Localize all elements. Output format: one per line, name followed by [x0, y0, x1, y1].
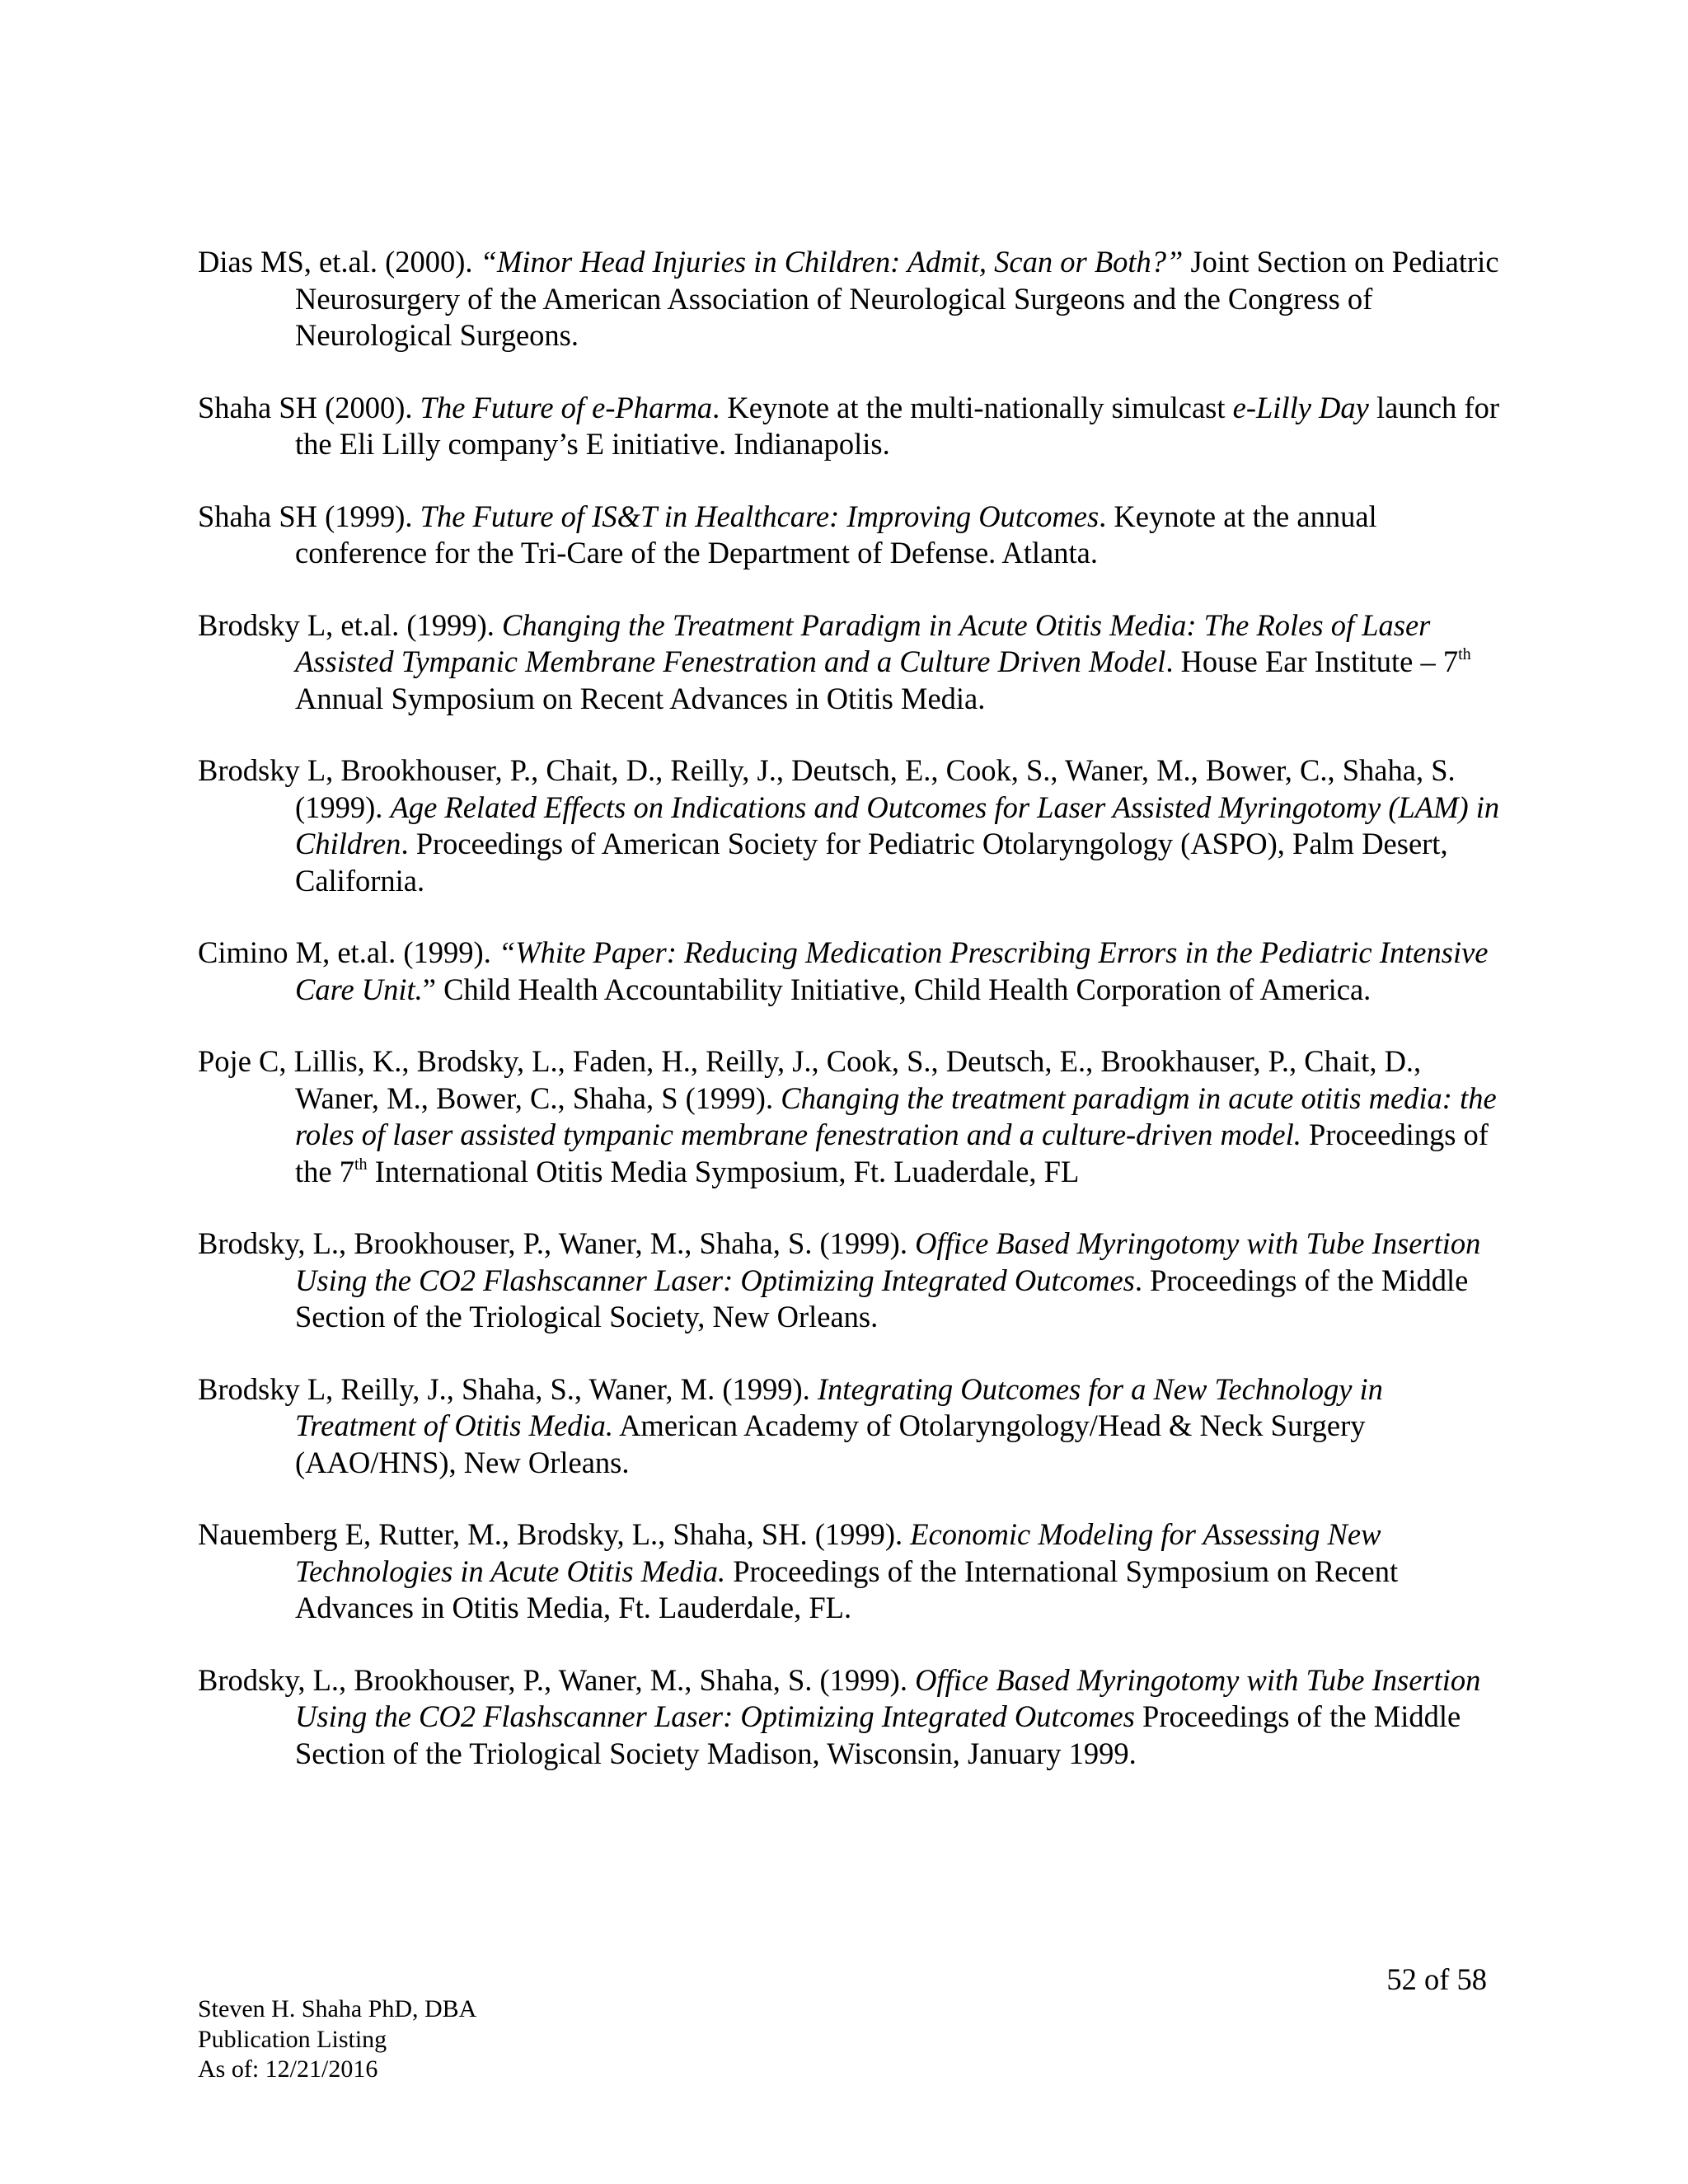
- publication-entry: [198, 390, 1500, 463]
- footer-author: Steven H. Shaha PhD, DBA: [198, 1995, 477, 2022]
- publication-text: Brodsky L, et.al. (1999).: [198, 607, 502, 642]
- publication-text: Brodsky, L., Brookhouser, P., Waner, M., Shaha, S. (1999).: [198, 1226, 916, 1260]
- publication-title: “White Paper: Reducing Medication Prescribing Errors in the Pediatric Intensive Care Unit.: [295, 935, 1489, 1006]
- publication-title: e-Lilly Day: [1232, 390, 1369, 424]
- publication-entry: [198, 1371, 1500, 1482]
- publication-text: . Keynote at the annual conference for the Tri-Care of the Department of Defense. Atlanta.: [295, 499, 1377, 569]
- publication-text: Proceedings of the International Symposium on Recent Advances in Otitis Media, Ft. Lauderdale, FL.: [295, 1554, 1399, 1624]
- publication-text: Proceedings of the 7: [295, 1118, 1489, 1188]
- publication-entry: [198, 1516, 1500, 1627]
- publication-entry: [198, 1043, 1500, 1190]
- publication-title: The Future of IS&T in Healthcare: Improving Outcomes: [420, 499, 1100, 533]
- publication-entry: [198, 752, 1500, 899]
- publication-text: Proceedings of the Middle Section of the Triological Society Madison, Wisconsin, January 1999.: [295, 1699, 1461, 1770]
- publication-text: Poje C, Lillis, K., Brodsky, L., Faden, H., Reilly, J., Cook, S., Deutsch, E., Brookhauser, P., Chait, D., Waner, M., Bower, C., Shaha, S (1999).: [198, 1044, 1422, 1115]
- publication-title: Economic Modeling for Assessing New Technologies in Acute Otitis Media.: [295, 1517, 1381, 1588]
- ordinal-suffix: th: [354, 1155, 368, 1174]
- publication-title: Changing the treatment paradigm in acute otitis media: the roles of laser assisted tympanic membrane fenestration and a culture-driven model.: [295, 1080, 1497, 1151]
- publication-title: Age Related Effects on Indications and Outcomes for Laser Assisted Myringotomy (LAM) in Children: [295, 790, 1500, 860]
- publication-text: Brodsky, L., Brookhouser, P., Waner, M., Shaha, S. (1999).: [198, 1662, 916, 1697]
- publication-text: Cimino M, et.al. (1999).: [198, 935, 499, 969]
- publication-text: Dias MS, et.al. (2000).: [198, 245, 481, 279]
- page-number: 52 of 58: [1386, 1962, 1487, 1996]
- publication-list: [198, 244, 1500, 1807]
- publication-text: Joint Section on Pediatric Neurosurgery of the American Association of Neurological Surgeons and the Congress of Neurological Surgeons.: [295, 245, 1499, 352]
- publication-title: Changing the Treatment Paradigm in Acute Otitis Media: The Roles of Laser Assisted Tympanic Membrane Fenestration and a Culture Driven Model: [295, 607, 1431, 678]
- publication-title: Office Based Myringotomy with Tube Insertion Using the CO2 Flashscanner Laser: Optimizing Integrated Outcomes: [295, 1226, 1481, 1297]
- footer-date: As of: 12/21/2016: [198, 2055, 378, 2083]
- ordinal-suffix: th: [1458, 644, 1471, 663]
- publication-entry: [198, 607, 1500, 718]
- publication-text: . Keynote at the multi-nationally simulcast: [712, 390, 1233, 424]
- publication-text: Brodsky L, Reilly, J., Shaha, S., Waner, M. (1999).: [198, 1371, 818, 1406]
- publication-text: . Proceedings of the Middle Section of the Triological Society, New Orleans.: [295, 1263, 1469, 1333]
- publication-title: The Future of e-Pharma: [420, 390, 713, 424]
- publication-entry: [198, 935, 1500, 1008]
- publication-title: “Minor Head Injuries in Children: Admit, Scan or Both?”: [480, 245, 1184, 279]
- publication-title: Integrating Outcomes for a New Technology in Treatment of Otitis Media.: [295, 1371, 1383, 1442]
- footer: [198, 1994, 476, 2085]
- publication-text: . House Ear Institute – 7: [1165, 644, 1459, 678]
- publication-text: ” Child Health Accountability Initiative, Child Health Corporation of America.: [422, 972, 1372, 1006]
- publication-text: Brodsky L, Brookhouser, P., Chait, D., Reilly, J., Deutsch, E., Cook, S., Waner, M., Bower, C., Shaha, S. (1999).: [198, 753, 1456, 824]
- publication-text: Shaha SH (2000).: [198, 390, 420, 424]
- publication-entry: [198, 244, 1500, 354]
- publication-text: International Otitis Media Symposium, Ft. Luaderdale, FL: [367, 1154, 1080, 1188]
- publication-title: Office Based Myringotomy with Tube Insertion Using the CO2 Flashscanner Laser: Optimizing Integrated Outcomes: [295, 1662, 1481, 1733]
- publication-entry: [198, 499, 1500, 572]
- publication-text: Nauemberg E, Rutter, M., Brodsky, L., Shaha, SH. (1999).: [198, 1517, 911, 1551]
- publication-text: launch for the Eli Lilly company’s E initiative. Indianapolis.: [295, 390, 1499, 461]
- publication-text: American Academy of Otolaryngology/Head & Neck Surgery (AAO/HNS), New Orleans.: [295, 1408, 1366, 1479]
- footer-document-title: Publication Listing: [198, 2025, 387, 2053]
- publication-entry: [198, 1662, 1500, 1773]
- publication-entry: [198, 1226, 1500, 1336]
- publication-text: . Proceedings of American Society for Pediatric Otolaryngology (ASPO), Palm Desert, California.: [295, 827, 1448, 898]
- publication-text: Shaha SH (1999).: [198, 499, 420, 533]
- publication-text: Annual Symposium on Recent Advances in Otitis Media.: [295, 681, 986, 715]
